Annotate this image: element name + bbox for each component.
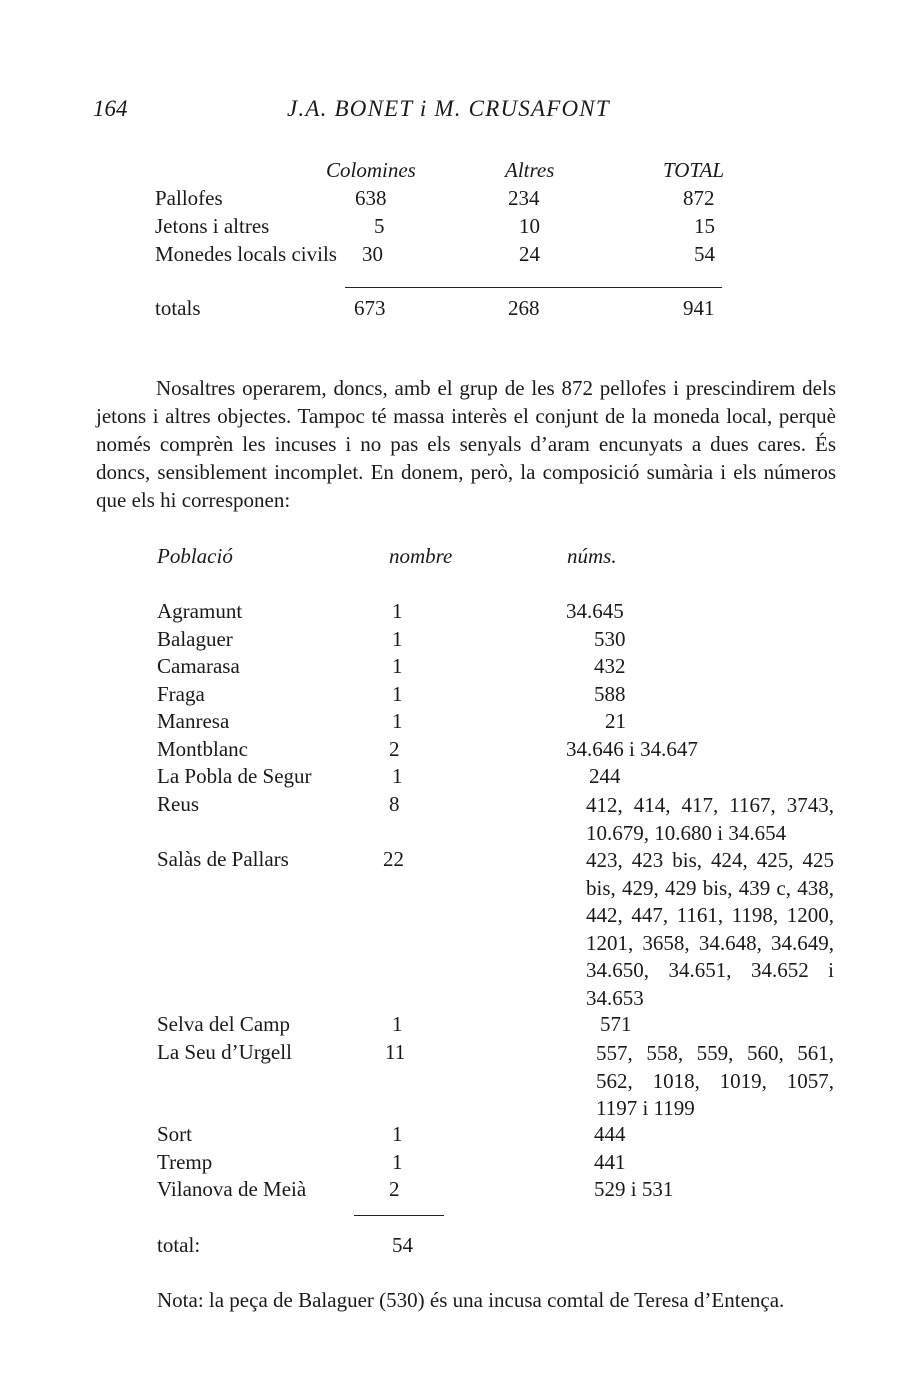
body-paragraph	[96, 374, 836, 514]
cell-poblacio: Manresa	[157, 709, 230, 733]
column-header-total: TOTAL	[663, 158, 725, 182]
total-label: total:	[157, 1233, 201, 1257]
column-header-nombre: nombre	[389, 544, 453, 568]
cell-colomines: 30	[362, 242, 383, 266]
totals-label: totals	[155, 296, 201, 320]
page-number: 164	[93, 96, 128, 121]
column-header-poblacio: Població	[157, 544, 233, 568]
cell-altres: 10	[519, 214, 540, 238]
cell-nombre: 1	[392, 764, 403, 788]
cell-nombre: 2	[389, 737, 400, 761]
running-header-authors: J.A. BONET i M. CRUSAFONT	[287, 96, 610, 121]
cell-nombre: 1	[392, 1012, 403, 1036]
cell-nums: 244	[589, 764, 621, 788]
sum-rule	[345, 287, 722, 288]
cell-nombre: 1	[392, 709, 403, 733]
cell-nombre: 11	[385, 1040, 406, 1064]
cell-colomines: 5	[374, 214, 385, 238]
row-label: Jetons i altres	[155, 214, 270, 238]
footnote: Nota: la peça de Balaguer (530) és una incusa comtal de Teresa d’Entença.	[157, 1288, 785, 1312]
total-value: 54	[392, 1233, 413, 1257]
cell-poblacio: Tremp	[157, 1150, 213, 1174]
cell-nums: 444	[594, 1122, 626, 1146]
row-label: Pallofes	[155, 186, 223, 210]
cell-poblacio: La Seu d’Urgell	[157, 1040, 292, 1064]
totals-total: 941	[683, 296, 715, 320]
cell-nombre: 1	[392, 682, 403, 706]
cell-nums: 441	[594, 1150, 626, 1174]
cell-total: 15	[694, 214, 715, 238]
totals-altres: 268	[508, 296, 540, 320]
cell-nums: 529 i 531	[594, 1177, 674, 1201]
cell-nums: 571	[600, 1012, 632, 1036]
cell-colomines: 638	[355, 186, 387, 210]
cell-nombre: 1	[392, 599, 403, 623]
cell-poblacio: La Pobla de Segur	[157, 764, 312, 788]
column-header-colomines: Colomines	[326, 158, 416, 182]
cell-nums: 34.646 i 34.647	[566, 737, 698, 761]
cell-poblacio: Balaguer	[157, 627, 233, 651]
paragraph-text: Nosaltres operarem, doncs, amb el grup de les 872 pellofes i prescindirem dels jetons i altres objectes. Tampoc té massa interès el conjunt de la moneda local, perquè només comprèn les incuses i no pas els senyals d’aram encunyats a dues cares. És doncs, sensiblement incomplet. En donem, però, la composició sumària i els números que els hi corresponen:	[96, 376, 836, 512]
cell-poblacio: Agramunt	[157, 599, 243, 623]
cell-nombre: 2	[389, 1177, 400, 1201]
sum-rule	[354, 1215, 444, 1216]
cell-poblacio: Reus	[157, 792, 199, 816]
cell-altres: 234	[508, 186, 540, 210]
cell-poblacio: Vilanova de Meià	[157, 1177, 307, 1201]
cell-poblacio: Montblanc	[157, 737, 248, 761]
cell-nombre: 1	[392, 654, 403, 678]
row-label: Monedes locals civils	[155, 242, 337, 266]
cell-poblacio: Salàs de Pallars	[157, 847, 289, 871]
column-header-nums: núms.	[567, 544, 617, 568]
cell-nums: 557, 558, 559, 560, 561, 562, 1018, 1019, 1057, 1197 i 1199	[596, 1041, 834, 1120]
cell-nums: 21	[605, 709, 626, 733]
cell-altres: 24	[519, 242, 540, 266]
cell-nombre: 22	[383, 847, 404, 871]
cell-nombre: 8	[389, 792, 400, 816]
cell-poblacio: Fraga	[157, 682, 205, 706]
cell-total: 872	[683, 186, 715, 210]
cell-nums: 412, 414, 417, 1167, 3743, 10.679, 10.680 i 34.654	[586, 793, 834, 845]
cell-total: 54	[694, 242, 715, 266]
cell-nums: 530	[594, 627, 626, 651]
cell-poblacio: Camarasa	[157, 654, 240, 678]
cell-nombre: 1	[392, 627, 403, 651]
cell-poblacio: Sort	[157, 1122, 193, 1146]
totals-colomines: 673	[354, 296, 386, 320]
cell-nombre: 1	[392, 1122, 403, 1146]
cell-nums: 432	[594, 654, 626, 678]
cell-nums: 423, 423 bis, 424, 425, 425 bis, 429, 429 bis, 439 c, 438, 442, 447, 1161, 1198, 1200, 1201, 3658, 34.648, 34.649, 34.650, 34.651, 34.652 i 34.653	[586, 848, 834, 1010]
cell-nums: 34.645	[566, 599, 624, 623]
cell-nums: 588	[594, 682, 626, 706]
column-header-altres: Altres	[505, 158, 555, 182]
cell-nombre: 1	[392, 1150, 403, 1174]
cell-poblacio: Selva del Camp	[157, 1012, 290, 1036]
